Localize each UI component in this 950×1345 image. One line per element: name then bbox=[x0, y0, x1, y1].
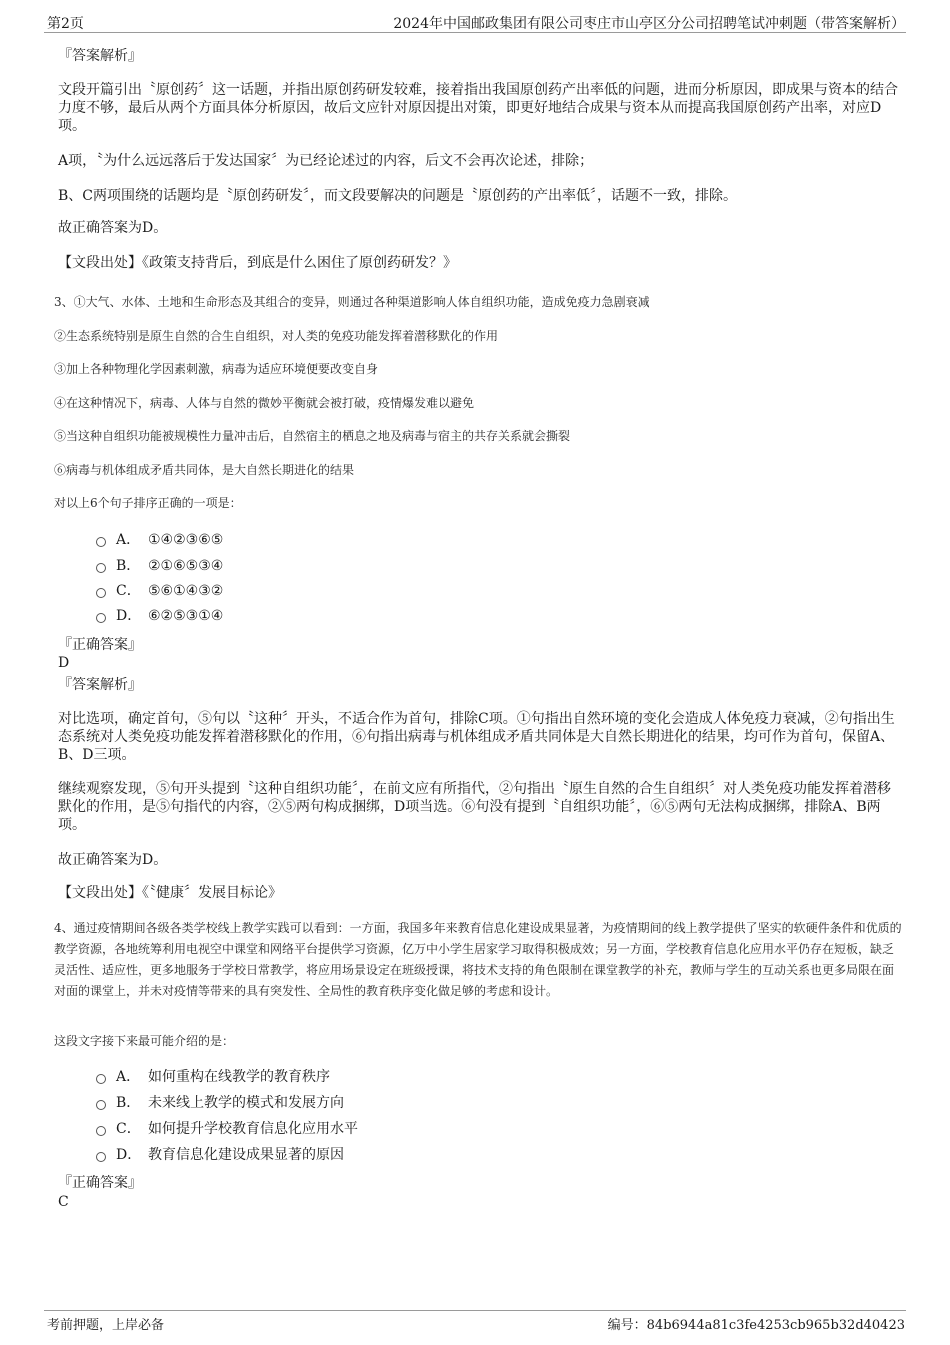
document-id: 编号：84b6944a81c3fe4253cb965b32d40423 bbox=[607, 1318, 905, 1333]
analysis-label: 『答案解析』 bbox=[58, 48, 142, 64]
option-letter: C． bbox=[116, 583, 141, 599]
option-text: 教育信息化建设成果显著的原因 bbox=[148, 1147, 344, 1163]
correct-answer-label: 『正确答案』 bbox=[58, 637, 142, 653]
analysis-conclusion: 故正确答案为D。 bbox=[58, 852, 168, 868]
option-a[interactable] bbox=[96, 530, 223, 550]
question-line: ④在这种情况下，病毒、人体与自然的微妙平衡就会被打破，疫情爆发难以避免 bbox=[54, 396, 475, 410]
option-letter: B． bbox=[116, 558, 141, 574]
document-title: 2024年中国邮政集团有限公司枣庄市山亭区分公司招聘笔试冲刺题（带答案解析） bbox=[393, 16, 905, 32]
option-letter: C． bbox=[116, 1121, 141, 1137]
question-line: ⑤当这种自组织功能被规模性力量冲击后，自然宿主的栖息之地及病毒与宿主的共存关系就会撕裂 bbox=[54, 429, 571, 443]
option-text: 如何重构在线教学的教育秩序 bbox=[148, 1069, 330, 1085]
analysis-paragraph: B、C两项围绕的话题均是〝原创药研发〞，而文段要解决的问题是〝原创药的产出率低〞，话题不一致，排除。 bbox=[58, 188, 737, 204]
radio-icon[interactable] bbox=[96, 1126, 106, 1136]
option-text: ⑥②⑤③①④ bbox=[148, 608, 224, 624]
footer-divider bbox=[44, 1310, 906, 1311]
analysis-paragraph: 文段开篇引出〝原创药〞这一话题，并指出原创药研发较难，接着指出我国原创药产出率低的问题，进而分析原因，即成果与资本的结合力度不够，最后从两个方面具体分析原因，故后文应针对原因提出对策，即更好地结合成果与资本从而提高我国原创药产出率，对应D项。 bbox=[58, 82, 898, 134]
option-letter: B． bbox=[116, 1095, 141, 1111]
source-citation: 【文段出处】《政策支持背后，到底是什么困住了原创药研发？》 bbox=[58, 255, 457, 271]
option-letter: D． bbox=[116, 1147, 142, 1163]
radio-icon[interactable] bbox=[96, 613, 106, 623]
option-text: ①④②③⑥⑤ bbox=[148, 532, 224, 548]
option-d[interactable] bbox=[96, 606, 223, 626]
question-line: ⑥病毒与机体组成矛盾共同体，是大自然长期进化的结果 bbox=[54, 463, 355, 477]
option-a[interactable] bbox=[96, 1067, 330, 1087]
option-text: ②①⑥⑤③④ bbox=[148, 558, 224, 574]
option-letter: D． bbox=[116, 608, 142, 624]
correct-answer: C bbox=[58, 1194, 69, 1210]
radio-icon[interactable] bbox=[96, 563, 106, 573]
option-c[interactable] bbox=[96, 1119, 358, 1139]
analysis-paragraph: 对比选项，确定首句，⑤句以〝这种〞开头，不适合作为首句，排除C项。①句指出自然环境的变化会造成人体免疫力衰减，②句指出生态系统对人类免疫功能发挥着潜移默化的作用，⑥句指出病毒与机体组成矛盾共同体是大自然长期进化的结果，均可作为首句，保留A、B、D三项。 bbox=[58, 711, 895, 763]
analysis-label: 『答案解析』 bbox=[58, 677, 142, 693]
analysis-paragraph: A项，〝为什么远远落后于发达国家〞为已经论述过的内容，后文不会再次论述，排除； bbox=[58, 153, 594, 169]
question-line: ③加上各种物理化学因素刺激，病毒为适应环境便要改变自身 bbox=[54, 362, 379, 376]
correct-answer-label: 『正确答案』 bbox=[58, 1175, 142, 1191]
radio-icon[interactable] bbox=[96, 1074, 106, 1084]
option-b[interactable] bbox=[96, 1093, 344, 1113]
radio-icon[interactable] bbox=[96, 537, 106, 547]
page-number: 第2页 bbox=[47, 16, 84, 32]
option-letter: A． bbox=[116, 1069, 141, 1085]
analysis-conclusion: 故正确答案为D。 bbox=[58, 220, 168, 236]
option-d[interactable] bbox=[96, 1145, 344, 1165]
question-prompt: 对以上6个句子排序正确的一项是： bbox=[54, 496, 242, 510]
option-text: ⑤⑥①④③② bbox=[148, 583, 224, 599]
option-text: 如何提升学校教育信息化应用水平 bbox=[148, 1121, 358, 1137]
question-line: 3、①大气、水体、土地和生命形态及其组合的变异，则通过各种渠道影响人体自组织功能，造成免疫力急剧衰减 bbox=[54, 295, 650, 309]
analysis-paragraph: 继续观察发现，⑤句开头提到〝这种自组织功能〞，在前文应有所指代，②句指出〝原生自然的合生自组织〞对人类免疫功能发挥着潜移默化的作用，是⑤句指代的内容，②⑤两句构成捆绑，D项当选。⑥句没有提到〝自组织功能〞，⑥⑤两句无法构成捆绑，排除A、B两项。 bbox=[58, 781, 891, 833]
footer-slogan: 考前押题，上岸必备 bbox=[47, 1318, 165, 1333]
option-c[interactable] bbox=[96, 581, 223, 601]
question-prompt: 这段文字接下来最可能介绍的是： bbox=[54, 1034, 235, 1048]
option-text: 未来线上教学的模式和发展方向 bbox=[148, 1095, 344, 1111]
source-citation: 【文段出处】《〝健康〞发展目标论》 bbox=[58, 885, 282, 901]
radio-icon[interactable] bbox=[96, 1152, 106, 1162]
option-letter: A． bbox=[116, 532, 141, 548]
header-divider bbox=[44, 32, 906, 33]
option-b[interactable] bbox=[96, 556, 223, 576]
question-stem: 4、通过疫情期间各级各类学校线上教学实践可以看到：一方面，我国多年来教育信息化建设成果显著，为疫情期间的线上教学提供了坚实的软硬件条件和优质的教学资源，各地统筹利用电视空中课堂和网络平台提供学习资源，亿万中小学生居家学习取得积极成效；另一方面，学校教育信息化应用水平仍存在短板，缺乏灵活性、适应性，更多地服务于学校日常教学，将应用场景设定在班级授课，将技术支持的角色限制在课堂教学的补充，教师与学生的互动关系也更多局限在面对面的课堂上，并未对疫情等带来的具有突发性、全局性的教育秩序变化做足够的考虑和设计。 bbox=[54, 921, 902, 998]
correct-answer: D bbox=[58, 655, 70, 671]
question-line: ②生态系统特别是原生自然的合生自组织，对人类的免疫功能发挥着潜移默化的作用 bbox=[54, 329, 499, 343]
radio-icon[interactable] bbox=[96, 588, 106, 598]
radio-icon[interactable] bbox=[96, 1100, 106, 1110]
